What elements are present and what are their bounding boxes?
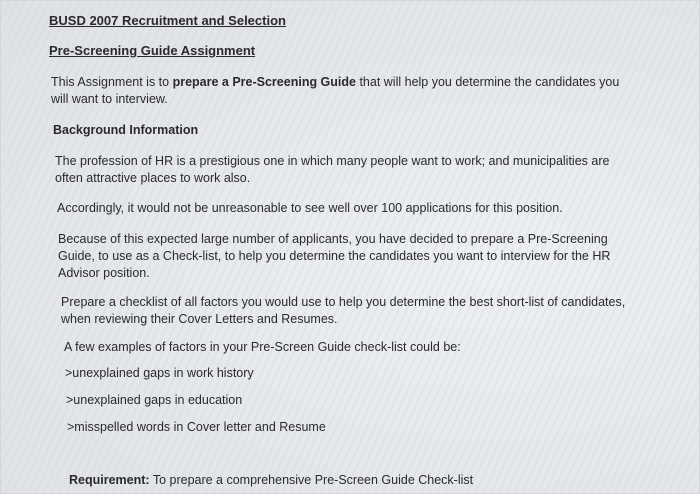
accordingly-paragraph: Accordingly, it would not be unreasonable to see well over 100 applications for this position. (57, 201, 563, 215)
intro-line-1 (51, 74, 619, 91)
list-item: >unexplained gaps in education (66, 393, 243, 407)
because-paragraph (58, 231, 610, 282)
hr-paragraph (55, 153, 609, 187)
because-line-1: Because of this expected large number of applicants, you have decided to prepare a Pre-Screening (58, 232, 608, 246)
intro-text-end: that will help you determine the candidates you (355, 75, 620, 89)
intro-paragraph (51, 74, 619, 108)
prepare-line-2: when reviewing their Cover Letters and Resumes. (61, 312, 338, 326)
intro-bold-text: prepare a Pre-Screening Guide (172, 75, 356, 89)
because-line-2: Guide, to use as a Check-list, to help you determine the candidates you want to interview for the HR (58, 249, 611, 263)
list-item: >misspelled words in Cover letter and Resume (67, 420, 326, 434)
examples-intro: A few examples of factors in your Pre-Screen Guide check-list could be: (64, 340, 461, 354)
requirement-line (69, 472, 473, 489)
intro-line-2: will want to interview. (51, 92, 168, 106)
background-heading: Background Information (53, 123, 199, 137)
prepare-line-1: Prepare a checklist of all factors you would use to help you determine the best short-list of candidates, (61, 295, 626, 309)
because-line-3: Advisor position. (58, 266, 150, 280)
prepare-paragraph (61, 294, 625, 328)
assignment-title: Pre-Screening Guide Assignment (49, 43, 256, 58)
intro-text-start: This Assignment is to (51, 75, 173, 89)
course-title: BUSD 2007 Recruitment and Selection (49, 13, 286, 28)
requirement-text: To prepare a comprehensive Pre-Screen Guide Check-list (149, 473, 474, 487)
hr-line-2: often attractive places to work also. (55, 171, 251, 185)
requirement-label: Requirement: (69, 473, 150, 487)
list-item: >unexplained gaps in work history (65, 366, 254, 380)
hr-line-1: The profession of HR is a prestigious one in which many people want to work; and municipalities are (55, 154, 610, 168)
